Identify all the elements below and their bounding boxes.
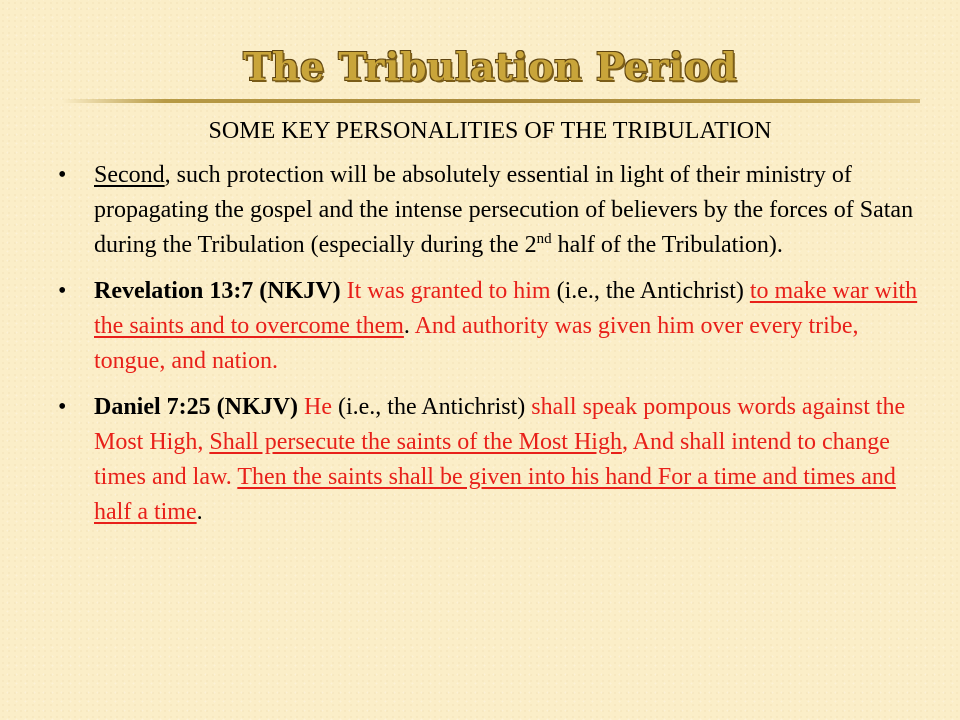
bullet-list — [58, 158, 918, 541]
scripture-quote-underlined: to make war with the saints and to overcome them — [94, 278, 918, 339]
bullet-item-second — [58, 158, 918, 263]
scripture-quote-underlined: Then the saints shall be given into his hand For a time and times and half a time — [94, 464, 896, 525]
bullet-lead-word: Second — [94, 162, 165, 188]
bullet-marker: • — [58, 394, 67, 420]
scripture-reference: Revelation 13:7 (NKJV) — [94, 278, 341, 304]
scripture-quote: It was granted to him — [340, 278, 551, 304]
scripture-quote: And authority was given him over every tribe, tongue, and nation. — [94, 313, 859, 374]
bullet-marker: • — [58, 278, 67, 304]
ordinal-superscript: nd — [536, 231, 552, 247]
slide-title: The Tribulation Period — [243, 44, 737, 89]
bullet-text-end: half of the Tribulation). — [551, 232, 783, 258]
title-divider — [62, 99, 920, 103]
scripture-reference: Daniel 7:25 (NKJV) — [94, 394, 298, 420]
bullet-text: , such protection will be absolutely essential in light of their ministry of propagating the gospel and the intense persecution of believers by the forces of Satan during the Tribulation (especially during the 2 — [94, 162, 914, 258]
bullet-marker: • — [58, 162, 67, 188]
slide-subtitle: SOME KEY PERSONALITIES OF THE TRIBULATION — [208, 118, 772, 144]
punctuation: . — [403, 313, 410, 339]
editorial-note: (i.e., the Antichrist) — [331, 394, 532, 420]
scripture-quote: shall speak pompous words against the Most High, — [94, 394, 906, 455]
scripture-quote: He — [297, 394, 332, 420]
editorial-note: (i.e., the Antichrist) — [550, 278, 750, 304]
bullet-item-revelation — [58, 274, 918, 379]
scripture-quote: , And shall intend to change times and law. — [94, 429, 890, 490]
punctuation: . — [196, 499, 203, 525]
bullet-item-daniel — [58, 390, 918, 530]
scripture-quote-underlined: Shall persecute the saints of the Most High — [209, 429, 622, 455]
